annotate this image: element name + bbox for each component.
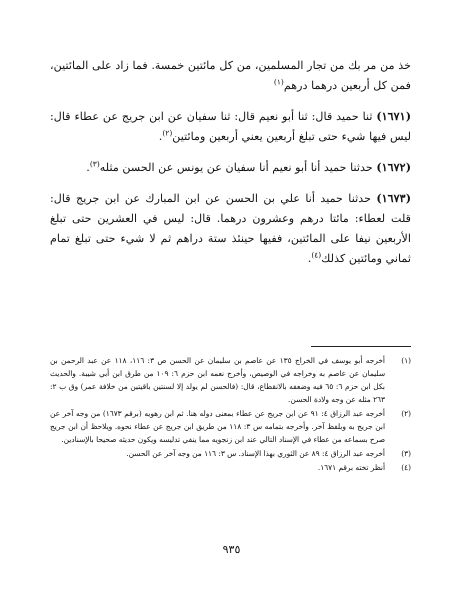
footnote-number: (٢) (401, 409, 411, 418)
footnote-separator (311, 346, 411, 347)
footnote-text: أنظر تخته برقم ١٦٧١. (317, 463, 385, 472)
footnote-number: (٤) (401, 463, 411, 472)
footnote-ref-2[interactable]: (٢) (162, 128, 173, 138)
footnote-3 (50, 447, 411, 460)
paragraph-1671 (50, 106, 411, 147)
footnote-number: (١) (401, 356, 411, 365)
hadith-number-1672: (١٦٧٢) (376, 160, 411, 174)
paragraph-1 (50, 56, 411, 96)
footnote-2 (50, 407, 411, 446)
footnote-1 (50, 354, 411, 406)
paragraph-1673-text: حدثنا حميد أنا علي بن الحسن عن ابن المبارك عن ابن جريج قال: قلت لعطاء: مائتا درهم وعشرون درهما. قال: ليس في العشرين حتى تبلغ الأربعين نيفا على المائتين، ففيها حينئذ ستة دراهم ثم لا شيء حتى تبلغ تمام ثماني ومائتين كذلك (50, 192, 411, 265)
paragraph-1671-text: ثنا حميد قال: ثنا أبو نعيم قال: ثنا سفيان عن ابن جريج عن عطاء قال: ليس فيها شيء حتى تبلغ أربعين يعني أربعين ومائتين (50, 110, 411, 143)
page-number: ٩٣٥ (222, 543, 241, 556)
paragraph-1672-tail: . (86, 161, 90, 174)
main-text (50, 56, 411, 279)
paragraph-1672-text: حدثنا حميد أنا أبو نعيم أنا سفيان عن يونس عن الحسن مثله (99, 161, 377, 174)
paragraph-1673 (50, 188, 411, 269)
footnote-ref-1[interactable]: (١) (273, 77, 284, 87)
footnotes (50, 354, 411, 475)
paragraph-1673-tail: . (307, 252, 312, 265)
footnote-number: (٣) (401, 449, 411, 458)
footnote-text: أخرجه أبو يوسف في الخراج ١٣٥ عن عاصم بن سليمان عن الحسن ص ٣: ١١٦، ١١٨ عن عبد الرحمن بن سليمان عن عاصم به وخراجه في الوصيص، وأخرج نعمه ابن حزم ٦: ١٠٩ من طرق ابن أبي شيبة. والحديث بكل ابن حزم ٦: ٦٥ فيه وضعفه بالانقطاع، قال: (فالحسن لم يولد إلا لسنتين باقيتين من خلافة عمر) وق ب ٢: ٢٦٣ مثله عن وجه ولادة الحسن. (50, 356, 386, 404)
hadith-number-1673: (١٦٧٣) (376, 191, 411, 205)
paragraph-1671-tail: . (158, 130, 163, 143)
paragraph-1-text: خذ من مر بك من تجار المسلمين، من كل مائتين خمسة. فما زاد على المائتين، فمن كل أربعين درهما درهم (50, 59, 411, 92)
footnote-4 (50, 461, 411, 474)
paragraph-1672 (50, 157, 411, 178)
footnote-ref-4[interactable]: (٤) (311, 250, 322, 260)
footnote-ref-3[interactable]: (٣) (89, 159, 100, 169)
hadith-number-1671: (١٦٧١) (376, 109, 411, 123)
footnote-text: أخرجه عبد الرزاق ٤: ٨٩ عن الثوري بهذا الإسناد. س ٣: ١١٦ من وجه آخر عن الحسن. (126, 449, 385, 458)
footnote-text: أخرجه عبد الرزاق ٤: ٩١ عن ابن جريج عن عطاء بمعنى دوله هنا. ثم ابن رهويه (برقم ١٦٧٣) من وجه آخر عن ابن جريج به وبلفظ آخر. وأخرجه بتمامه س ٣: ١١٨ من طريق ابن جريج عن عطاء نحوه. ويلاحظ أن ابن جريج صرح بسماعه من عطاء في الإسناد التالي عند ابن زنجويه مما ينفي تدليسه ويكون حديثه صحيحا بالإسنادين. (50, 409, 386, 444)
